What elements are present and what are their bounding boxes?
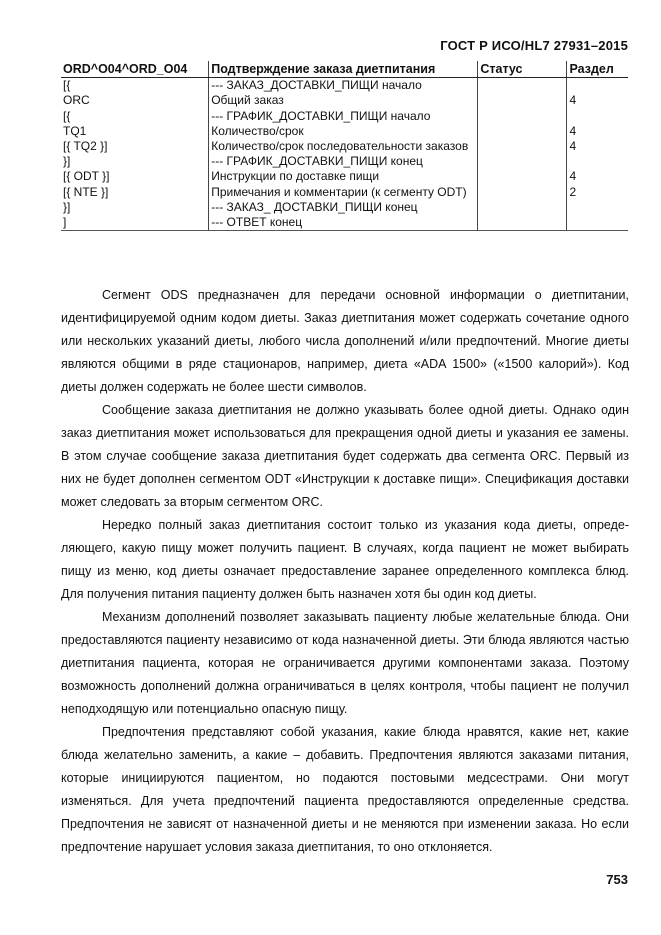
status-cell — [478, 169, 567, 184]
body-text — [61, 284, 629, 859]
table-row — [61, 93, 628, 108]
segment-cell: [{ — [63, 78, 71, 93]
status-cell — [478, 154, 567, 169]
column-header-description: Подтверждение заказа диетпитания — [209, 61, 478, 78]
status-cell — [478, 93, 567, 108]
description-cell: Количество/срок последовательности заказов — [209, 139, 478, 154]
status-cell — [478, 124, 567, 139]
paragraph-diet-code: Нередко полный заказ диетпитания состоит только из указания кода диеты, определяющего, какую пищу может получить пациент. В случаях, когда пациент не может выбирать пищу из меню, код диеты означает предоставление заранее определенного комплекса блюд. Для получения питания пациенту должен быть назначен хотя бы один код диеты. — [61, 518, 629, 601]
description-cell: Инструкции по доставке пищи — [209, 169, 478, 184]
chapter-cell: 4 — [567, 139, 628, 154]
chapter-cell — [567, 78, 628, 94]
description-cell: Общий заказ — [209, 93, 478, 108]
segment-cell: [{ NTE }] — [63, 184, 109, 199]
chapter-cell: 4 — [567, 93, 628, 108]
description-cell: Количество/срок — [209, 124, 478, 139]
segment-cell: [{ TQ2 }] — [63, 139, 108, 154]
column-header-status: Статус — [478, 61, 567, 78]
paragraph-ods-segment: Сегмент ODS предназначен для передачи основной информации о диетпитании, идентифицируемой одним кодом диеты. Заказ диетпитания может содержать сочетание одного или нескольких указаний диеты, любого числа дополнений и/или предпочтений. Многие диеты являются общими в ряде стационаров, например, диета «ADA 1500» («1500 калорий»). Код диеты должен содержать не более шести символов. — [61, 288, 629, 394]
segment-cell: [{ — [63, 108, 71, 123]
segment-cell: TQ1 — [63, 123, 87, 138]
status-cell — [478, 78, 567, 94]
column-header-chapter: Раздел — [567, 61, 628, 78]
status-cell — [478, 185, 567, 200]
description-cell: --- ОТВЕТ конец — [209, 215, 478, 231]
status-cell — [478, 109, 567, 124]
segment-cell: }] — [63, 154, 71, 169]
table-row — [61, 124, 628, 139]
table-header-row — [61, 61, 628, 78]
segment-cell: ] — [61, 215, 209, 231]
segment-cell: }] — [63, 199, 71, 214]
table-header — [61, 61, 628, 78]
chapter-cell — [567, 154, 628, 169]
chapter-cell — [567, 215, 628, 231]
table-row — [61, 215, 628, 231]
description-cell: --- ЗАКАЗ_ДОСТАВКИ_ПИЩИ начало — [209, 78, 478, 94]
document-standard-header: ГОСТ Р ИСО/HL7 27931–2015 — [440, 38, 628, 53]
table-row — [61, 169, 628, 184]
description-cell: --- ГРАФИК_ДОСТАВКИ_ПИЩИ начало — [209, 109, 478, 124]
paragraph-single-diet: Сообщение заказа диетпитания не должно указывать более одной диеты. Однако один заказ диетпитания может использоваться для прекращения одной диеты и указания ее замены. В этом случае сообщение заказа диетпитания будет содержать два сегмента ORC. Первый из них не будет дополнен сегментом ODT «Инструкции к доставке пищи». Спецификация доставки может следовать за вторым сегментом ORC. — [61, 403, 629, 509]
table-row — [61, 139, 628, 154]
chapter-cell: 4 — [567, 124, 628, 139]
status-cell — [478, 200, 567, 215]
description-cell: Примечания и комментарии (к сегменту ODT) — [209, 185, 478, 200]
segment-cell: [{ ODT }] — [63, 169, 110, 184]
table-row — [61, 200, 628, 215]
column-header-message: ORD^O04^ORD_O04 — [61, 61, 209, 78]
page-number: 753 — [606, 872, 628, 887]
message-structure-table — [61, 61, 628, 231]
paragraph-preferences: Предпочтения представляют собой указания, какие блюда нравятся, какие нет, какие блюда желательно заменить, а какие – добавить. Предпочтения являются заказами питания, которые инициируются пациентом, но подаются постовыми медсестрами. Они могут изменяться. Для учета предпочтений пациента предоставляются определенные средства. Предпочтения не зависят от назначенной диеты и не меняются при изменении заказа. Но если предпочтение нарушает условия заказа диетпитания, то оно отклоняется. — [61, 725, 629, 854]
chapter-cell — [567, 109, 628, 124]
segment-cell: ORC — [63, 93, 90, 108]
paragraph-supplements: Механизм дополнений позволяет заказывать пациенту любые желательные блюда. Они предоставляются пациенту независимо от кода назначенной диеты. Эти блюда являются частью диетпитания пациента, которая не ограничивается другими компонентами заказа. Поэтому возможность дополнений должна ограничиваться в целях контроля, чтобы пациент не получил неподходящую или потенциально опасную пищу. — [61, 610, 629, 716]
description-cell: --- ГРАФИК_ДОСТАВКИ_ПИЩИ конец — [209, 154, 478, 169]
description-cell: --- ЗАКАЗ_ ДОСТАВКИ_ПИЩИ конец — [209, 200, 478, 215]
table-row — [61, 154, 628, 169]
table-row — [61, 185, 628, 200]
chapter-cell: 4 — [567, 169, 628, 184]
table-row — [61, 109, 628, 124]
table-body — [61, 78, 628, 231]
table-row — [61, 78, 628, 94]
status-cell — [478, 139, 567, 154]
chapter-cell — [567, 200, 628, 215]
chapter-cell: 2 — [567, 185, 628, 200]
status-cell — [478, 215, 567, 231]
